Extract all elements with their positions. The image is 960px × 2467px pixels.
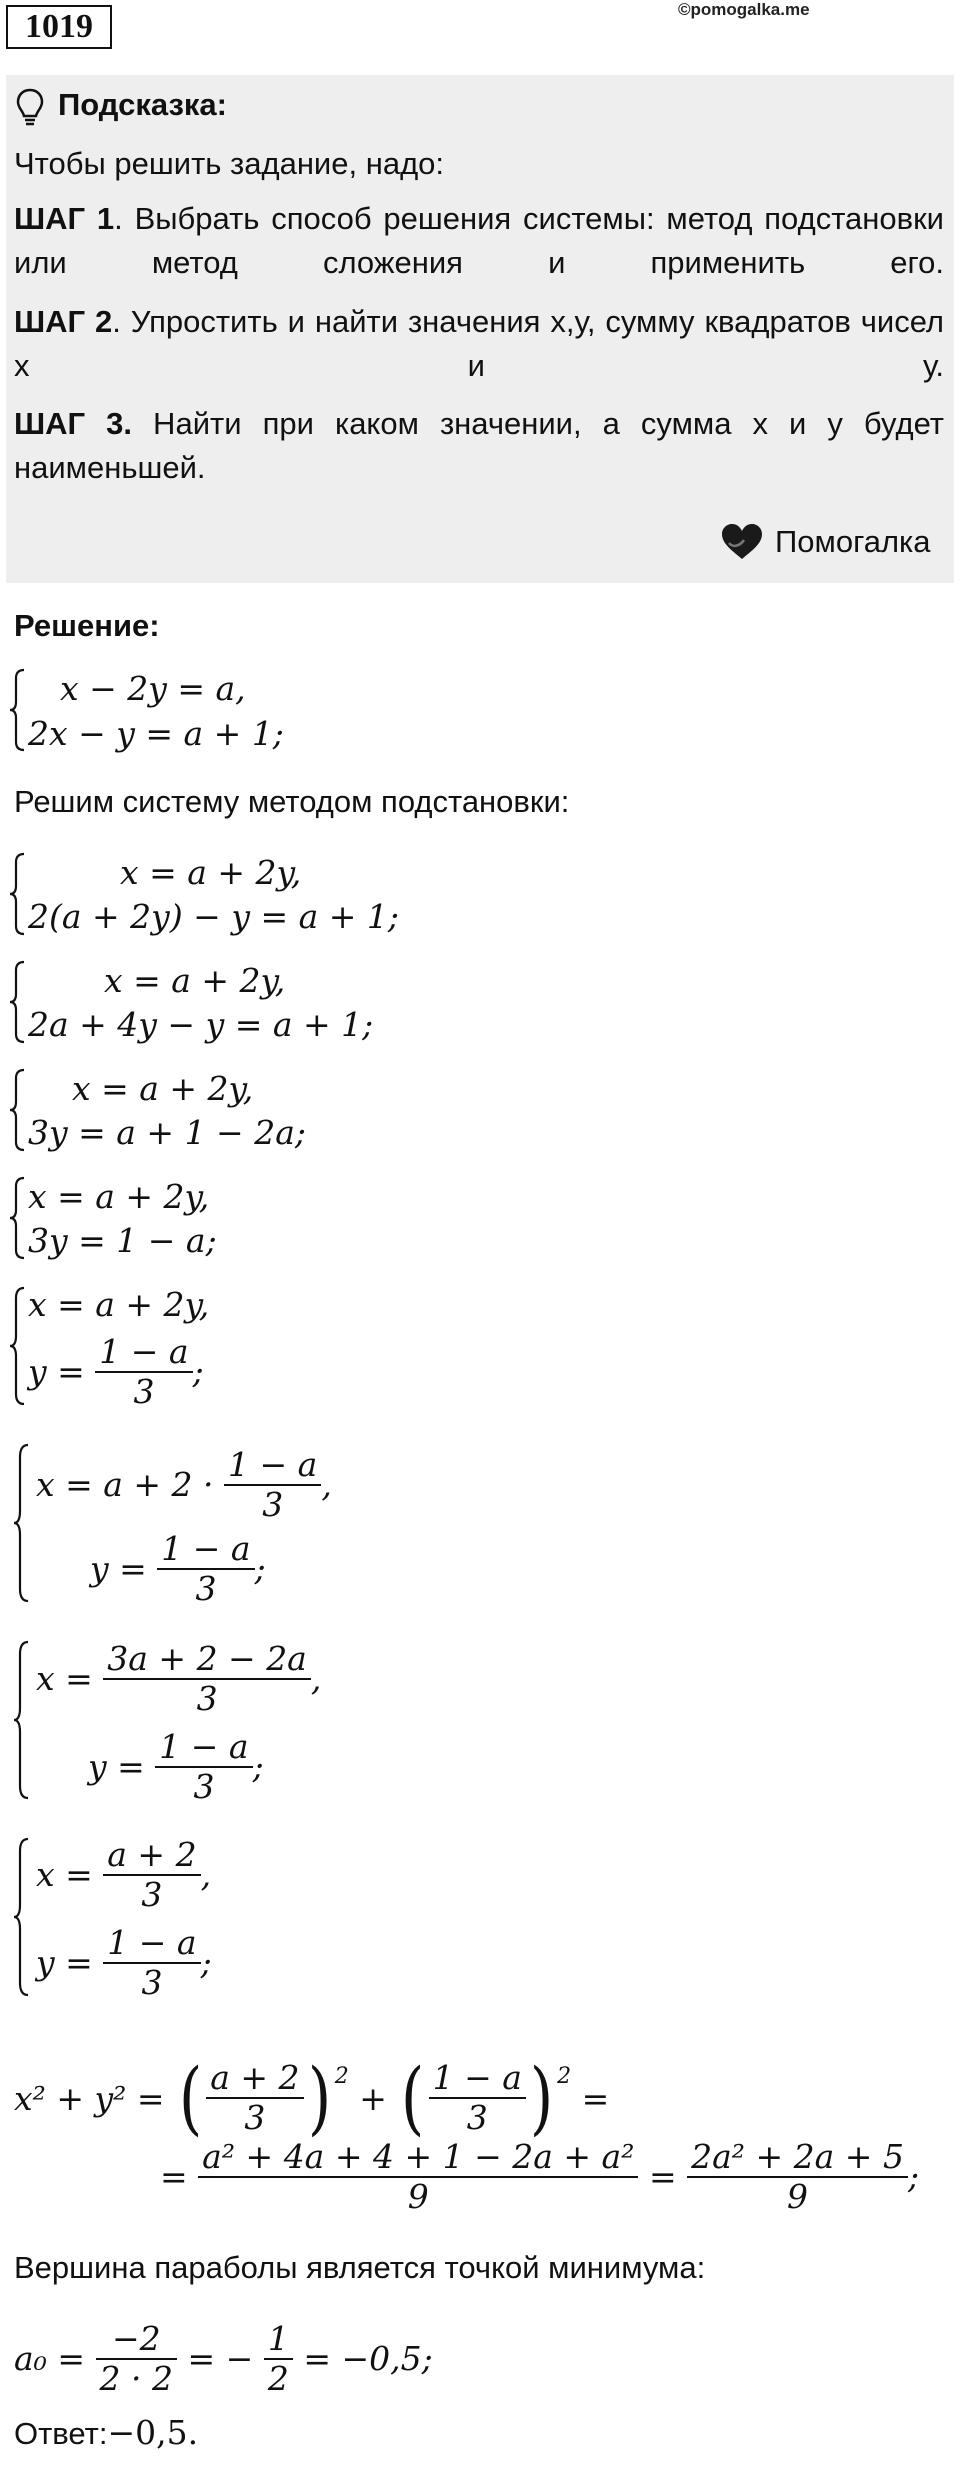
numerator: 1 − a [103,1924,200,1964]
fraction [103,1924,200,2002]
hint-step-2 [14,300,944,388]
brace [10,960,26,1044]
brace [10,1068,26,1152]
equation: x = a + 2y, [28,1285,210,1324]
equation: 2a + 4y − y = a + 1; [28,1005,374,1044]
lhs: x² + y² = [14,2078,165,2118]
numerator: 2a² + 2a + 5 [687,2138,908,2178]
fraction [157,1530,254,1608]
denominator: 3 [141,1962,163,2002]
lhs: y = [36,1943,93,1983]
brand-name: Помогалка [775,524,931,559]
fraction [155,1728,252,1806]
denominator: 2 · 2 [99,2358,174,2398]
lhs: y = [90,1549,147,1589]
brace [10,1286,26,1406]
step-label: ШАГ 2 [14,304,113,339]
lhs: y = [88,1747,145,1787]
step-label: ШАГ 3. [14,406,133,441]
method-text: Решим систему методом подстановки: [14,784,570,819]
numerator: a + 2 [206,2059,303,2099]
equation [28,1333,204,1411]
operator: = [648,2157,677,2197]
lhs: y = [28,1352,85,1392]
equation [36,1640,321,1718]
numerator: 1 − a [155,1728,252,1768]
hint-box [6,75,954,583]
site-watermark: ©pomogalka.me [678,0,810,19]
punct: ; [200,1943,212,1983]
numerator: a + 2 [103,1836,200,1876]
step-label: ШАГ 1 [14,201,115,236]
heart-logo-icon [720,523,764,561]
brace [14,1640,30,1800]
brace [10,1176,26,1260]
vertex-text: Вершина параболы является точкой минимума: [14,2250,706,2285]
fraction [224,1446,321,1524]
task-number: 1019 [6,5,112,49]
equation [88,1728,264,1806]
vertex-equation [14,2320,433,2398]
step-text: Найти при каком значении, а сумма х и у будет наименьшей. [14,406,944,485]
punct: , [200,1855,212,1895]
answer [14,2413,199,2452]
hint-title: Подсказка: [58,87,227,122]
hint-intro: Чтобы решить задание, надо: [14,146,445,181]
answer-value: −0,5. [107,2413,199,2452]
step-text: . Упростить и найти значения х,у, сумму квадратов чисел х и у. [14,304,944,383]
fraction [206,2059,303,2137]
lhs: x = [36,1659,93,1699]
punct: ; [192,1352,204,1392]
equation: 2(a + 2y) − y = a + 1; [28,897,400,936]
sum-of-squares-line-2 [160,2138,919,2216]
equation: x = a + 2y, [72,1069,254,1108]
equation [90,1530,266,1608]
fraction [95,1333,192,1411]
equation: 2x − y = a + 1; [28,714,284,753]
paren: ) [529,2051,554,2144]
equation: x = a + 2y, [28,1177,210,1216]
fraction [429,2059,526,2137]
fraction [687,2138,908,2216]
hint-step-1 [14,197,944,285]
denominator: 3 [133,1371,155,1411]
denominator: 2 [267,2358,289,2398]
denominator: 3 [193,1766,215,1806]
equation [36,1924,212,2002]
denominator: 3 [141,1874,163,1914]
lhs: x = [36,1855,93,1895]
equation: 3y = a + 1 − 2a; [28,1113,306,1152]
denominator: 3 [195,1568,217,1608]
equation: 3y = 1 − a; [28,1221,217,1260]
denominator: 3 [244,2098,266,2137]
operator: = − [187,2339,254,2379]
numerator: a² + 4a + 4 + 1 − 2a + a² [198,2138,638,2178]
numerator: 1 − a [95,1333,192,1373]
brace [14,1837,30,1997]
paren: ( [401,2051,425,2144]
denominator: 3 [466,2098,488,2137]
punct: ; [907,2157,920,2197]
fraction [198,2138,638,2216]
brace [10,668,26,752]
operator: + [359,2078,387,2118]
operator: = [160,2157,188,2197]
denominator: 3 [262,1484,284,1524]
lhs: a₀ = [14,2339,86,2379]
numerator: −2 [96,2320,177,2360]
punct: , [310,1659,322,1699]
equation: x = a + 2y, [104,961,286,1000]
equation: x − 2y = a, [60,669,246,708]
fraction [96,2320,177,2398]
numerator: 1 [264,2320,293,2360]
fraction [264,2320,293,2398]
denominator: 9 [407,2176,429,2216]
numerator: 3a + 2 − 2a [103,1640,311,1680]
punct: ; [254,1549,266,1589]
equation [36,1446,332,1524]
equation: x = a + 2y, [120,853,302,892]
step-text: . Выбрать способ решения системы: метод подстановки или метод сложения и применить его. [14,201,944,280]
brace [14,1443,30,1603]
punct: , [321,1465,332,1505]
equation [36,1836,211,1914]
denominator: 9 [787,2176,809,2216]
solution-title: Решение: [14,608,160,643]
sum-of-squares-line-1: x² + y² = ( $\frac{a + 2}{3}$ ) $^2$ + ( $\frac{1 - a}{3}$ ) $^2$ = [14,2051,610,2144]
paren: ( [178,2051,203,2144]
lhs: x = a + 2 · [36,1465,214,1505]
numerator: 1 − a [224,1446,321,1486]
fraction [103,1836,200,1914]
numerator: 1 − a [429,2059,526,2099]
fraction [103,1640,311,1718]
result: = −0,5; [303,2339,433,2379]
answer-label: Ответ: [14,2416,108,2451]
hint-step-3 [14,402,944,490]
paren: ) [307,2051,331,2144]
numerator: 1 − a [157,1530,254,1570]
lightbulb-icon [16,88,44,128]
punct: ; [252,1747,264,1787]
denominator: 3 [196,1678,218,1718]
operator: = [581,2078,610,2118]
brace [10,852,26,936]
